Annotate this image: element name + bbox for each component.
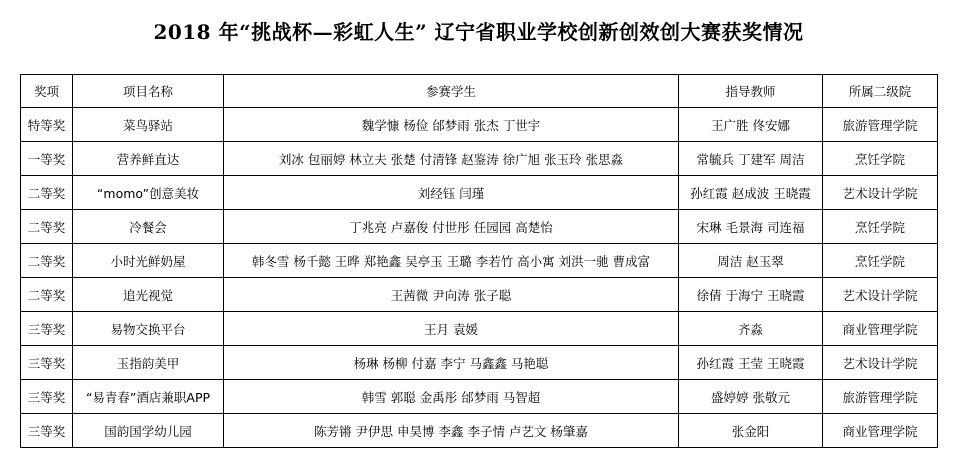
table-row bbox=[21, 380, 938, 414]
award-cell: 二等奖 bbox=[21, 244, 73, 278]
students-cell: 王月 袁媛 bbox=[224, 312, 679, 346]
project-name-cell: 国韵国学幼儿园 bbox=[73, 414, 224, 448]
award-cell: 二等奖 bbox=[21, 176, 73, 210]
header-college: 所属二级院 bbox=[823, 75, 938, 108]
project-name-cell: 易物交换平台 bbox=[73, 312, 224, 346]
college-cell: 烹饪学院 bbox=[823, 244, 938, 278]
table-row bbox=[21, 346, 938, 380]
advisors-cell: 孙红霞 王莹 王晓霞 bbox=[679, 346, 823, 380]
table-row bbox=[21, 108, 938, 142]
table-body bbox=[21, 108, 938, 448]
college-cell: 艺术设计学院 bbox=[823, 176, 938, 210]
students-cell: 丁兆亮 卢嘉俊 付世彤 任园园 高楚怡 bbox=[224, 210, 679, 244]
college-cell: 旅游管理学院 bbox=[823, 108, 938, 142]
college-cell: 烹饪学院 bbox=[823, 210, 938, 244]
table-row bbox=[21, 312, 938, 346]
students-cell: 刘冰 包丽婷 林立夫 张楚 付清锋 赵鉴涛 徐广旭 张玉玲 张思淼 bbox=[224, 142, 679, 176]
college-cell: 艺术设计学院 bbox=[823, 346, 938, 380]
advisors-cell: 宋琳 毛景海 司连福 bbox=[679, 210, 823, 244]
table-row bbox=[21, 244, 938, 278]
advisors-cell: 孙红霞 赵成波 王晓霞 bbox=[679, 176, 823, 210]
award-cell: 特等奖 bbox=[21, 108, 73, 142]
award-cell: 二等奖 bbox=[21, 278, 73, 312]
college-cell: 旅游管理学院 bbox=[823, 380, 938, 414]
advisors-cell: 张金阳 bbox=[679, 414, 823, 448]
students-cell: 韩雪 郭聪 金禹彤 邰梦雨 马智超 bbox=[224, 380, 679, 414]
project-name-cell: “momo”创意美妆 bbox=[73, 176, 224, 210]
students-cell: 魏学慷 杨俭 邰梦雨 张杰 丁世宇 bbox=[224, 108, 679, 142]
advisors-cell: 常毓兵 丁建军 周洁 bbox=[679, 142, 823, 176]
project-name-cell: “易青春”酒店兼职APP bbox=[73, 380, 224, 414]
advisors-cell: 周洁 赵玉翠 bbox=[679, 244, 823, 278]
students-cell: 王茜微 尹向涛 张子聪 bbox=[224, 278, 679, 312]
college-cell: 艺术设计学院 bbox=[823, 278, 938, 312]
header-project-name: 项目名称 bbox=[73, 75, 224, 108]
header-students: 参赛学生 bbox=[224, 75, 679, 108]
table-row bbox=[21, 176, 938, 210]
award-cell: 三等奖 bbox=[21, 380, 73, 414]
award-cell: 三等奖 bbox=[21, 346, 73, 380]
project-name-cell: 追光视觉 bbox=[73, 278, 224, 312]
award-cell: 三等奖 bbox=[21, 312, 73, 346]
college-cell: 烹饪学院 bbox=[823, 142, 938, 176]
project-name-cell: 小时光鲜奶屋 bbox=[73, 244, 224, 278]
award-cell: 三等奖 bbox=[21, 414, 73, 448]
students-cell: 杨琳 杨柳 付嘉 李宁 马鑫鑫 马艳聪 bbox=[224, 346, 679, 380]
students-cell: 刘经钰 闫瑾 bbox=[224, 176, 679, 210]
advisors-cell: 徐倩 于海宁 王晓霞 bbox=[679, 278, 823, 312]
table-row bbox=[21, 142, 938, 176]
header-advisors: 指导教师 bbox=[679, 75, 823, 108]
college-cell: 商业管理学院 bbox=[823, 414, 938, 448]
project-name-cell: 菜鸟驿站 bbox=[73, 108, 224, 142]
award-cell: 一等奖 bbox=[21, 142, 73, 176]
header-award: 奖项 bbox=[21, 75, 73, 108]
project-name-cell: 营养鲜直达 bbox=[73, 142, 224, 176]
awards-table bbox=[20, 74, 938, 448]
table-header-row bbox=[21, 75, 938, 108]
college-cell: 商业管理学院 bbox=[823, 312, 938, 346]
advisors-cell: 齐淼 bbox=[679, 312, 823, 346]
advisors-cell: 盛婷婷 张敬元 bbox=[679, 380, 823, 414]
students-cell: 陈芳锵 尹伊思 申昊博 李鑫 李子情 卢艺文 杨肇嘉 bbox=[224, 414, 679, 448]
advisors-cell: 王广胜 佟安娜 bbox=[679, 108, 823, 142]
award-cell: 二等奖 bbox=[21, 210, 73, 244]
table-row bbox=[21, 414, 938, 448]
page-title: 2018 年“挑战杯—彩虹人生” 辽宁省职业学校创新创效创大赛获奖情况 bbox=[153, 20, 804, 44]
table-row bbox=[21, 210, 938, 244]
students-cell: 韩冬雪 杨千懿 王晔 郑艳鑫 吴亭玉 王璐 李若竹 高小寓 刘洪一驰 曹成富 bbox=[224, 244, 679, 278]
table-row bbox=[21, 278, 938, 312]
project-name-cell: 玉指韵美甲 bbox=[73, 346, 224, 380]
project-name-cell: 冷餐会 bbox=[73, 210, 224, 244]
